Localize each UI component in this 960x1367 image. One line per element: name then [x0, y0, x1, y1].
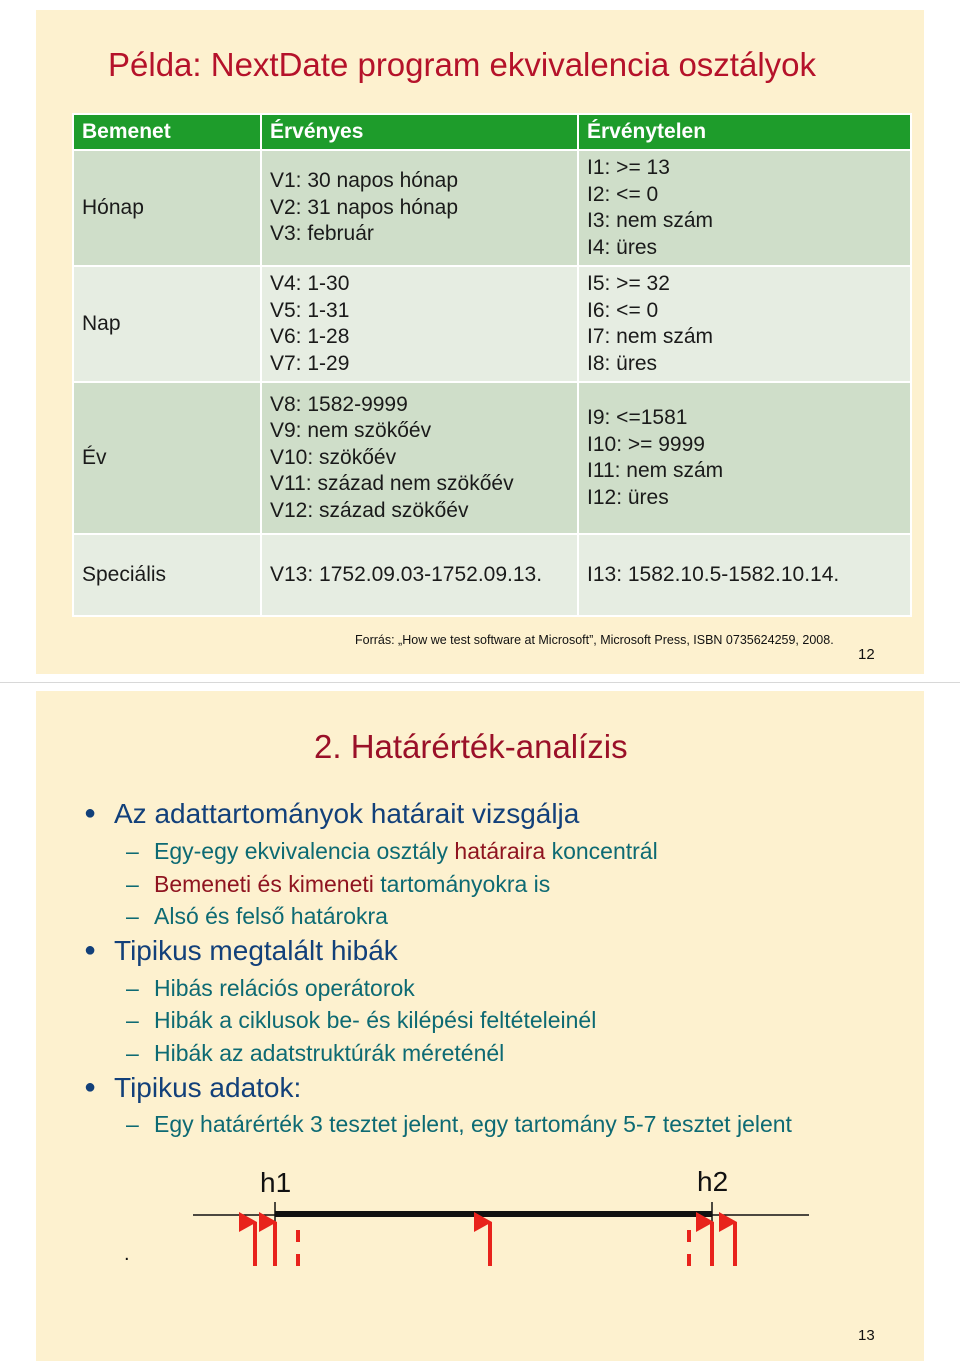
invalid-cell: I5: >= 32 I6: <= 0 I7: nem szám I8: üres — [578, 266, 911, 382]
page-number: 13 — [858, 1327, 875, 1344]
sub-bullet-item: – Egy-egy ekvivalencia osztály határaira koncentrál — [126, 838, 658, 864]
dash-icon: – — [126, 1007, 139, 1033]
h2-label: h2 — [697, 1166, 729, 1197]
page-number: 12 — [858, 646, 875, 663]
dash-icon: – — [126, 975, 139, 1001]
bullet-dot-icon: ● — [84, 802, 97, 824]
bullet-text: Tipikus megtalált hibák — [114, 935, 398, 966]
highlight-text: határaira — [454, 838, 546, 864]
valid-cell: V8: 1582-9999 V9: nem szökőév V10: szökőév V11: század nem szökőév V12: század szökőév — [261, 382, 578, 534]
valid-cell: V13: 1752.09.03-1752.09.13. — [261, 534, 578, 616]
dash-icon: – — [126, 1040, 139, 1066]
valid-cell: V1: 30 napos hónap V2: 31 napos hónap V3: február — [261, 150, 578, 266]
header-invalid: Érvénytelen — [578, 114, 911, 150]
sub-bullet-item: – Hibák a ciklusok be- és kilépési feltételeinél — [126, 1007, 597, 1033]
header-valid: Érvényes — [261, 114, 578, 150]
stray-mark: . — [124, 1243, 130, 1265]
input-cell: Speciális — [73, 534, 261, 616]
valid-cell: V4: 1-30 V5: 1-31 V6: 1-28 V7: 1-29 — [261, 266, 578, 382]
sub-bullet-item: – Egy határérték 3 tesztet jelent, egy tartomány 5-7 tesztet jelent — [126, 1111, 792, 1137]
dash-icon: – — [126, 838, 139, 864]
invalid-cell: I13: 1582.10.5-1582.10.14. — [578, 534, 911, 616]
bullet-text: Az adattartományok határait vizsgálja — [114, 798, 580, 829]
dash-icon: – — [126, 871, 139, 897]
bullet-dot-icon: ● — [84, 1076, 97, 1098]
sub-bullet-item: – Hibás relációs operátorok — [126, 975, 415, 1001]
bullet-dot-icon: ● — [84, 939, 97, 961]
header-input: Bemenet — [73, 114, 261, 150]
slide-title: 2. Határérték-analízis — [314, 728, 628, 765]
input-cell: Hónap — [73, 150, 261, 266]
dash-icon: – — [126, 1111, 139, 1137]
slide-title: Példa: NextDate program ekvivalencia osztályok — [108, 46, 817, 83]
h1-label: h1 — [260, 1167, 292, 1198]
highlight-text: Bemeneti és kimeneti — [154, 871, 374, 897]
invalid-cell: I1: >= 13 I2: <= 0 I3: nem szám I4: üres — [578, 150, 911, 266]
sub-bullet-item: – Bemeneti és kimeneti tartományokra is — [126, 871, 551, 897]
input-cell: Év — [73, 382, 261, 534]
sub-bullet-item: – Alsó és felső határokra — [126, 903, 388, 929]
bullet-text: Tipikus adatok: — [114, 1072, 302, 1103]
sub-bullet-item: – Hibák az adatstruktúrák méreténél — [126, 1040, 505, 1066]
dash-icon: – — [126, 903, 139, 929]
input-cell: Nap — [73, 266, 261, 382]
source-citation: Forrás: „How we test software at Microsoft”, Microsoft Press, ISBN 0735624259, 2008. — [355, 633, 834, 647]
invalid-cell: I9: <=1581 I10: >= 9999 I11: nem szám I12: üres — [578, 382, 911, 534]
